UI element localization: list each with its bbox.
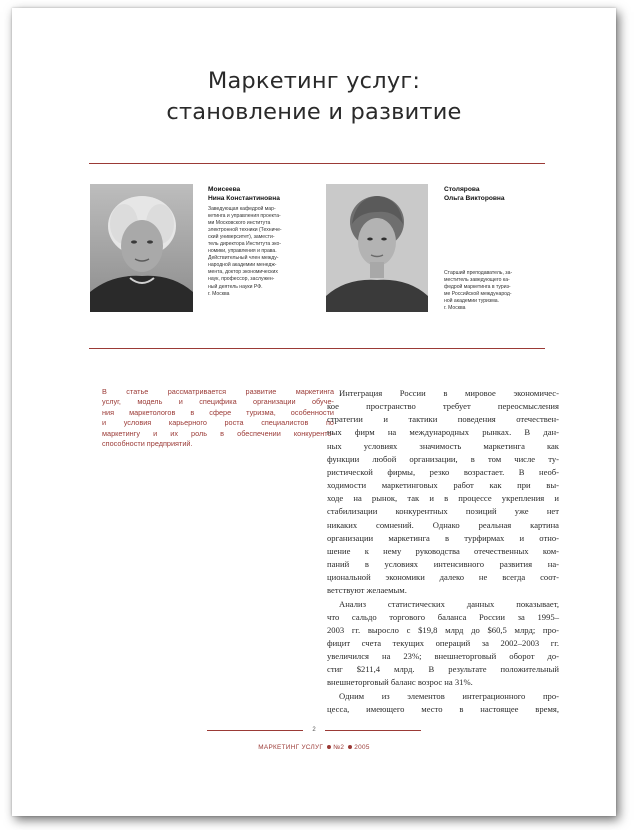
author-surname: Столярова xyxy=(444,186,480,193)
portrait-image xyxy=(90,184,193,312)
author-bio-stolyarova xyxy=(444,270,512,312)
bio-line: ме Российской международ- xyxy=(444,291,512,298)
abstract-line: ния маркетологов в сфере туризма, особенности xyxy=(102,407,334,417)
bio-line: номики, управления и права. xyxy=(208,248,277,255)
body-line: стратегии и тактики поведения отечествен- xyxy=(327,414,559,425)
body-line: фицит счета текущих операций за 2002–2003 гг. xyxy=(327,637,559,648)
abstract-line: маркетингу и их роль в обеспечении конкуренто- xyxy=(102,428,334,438)
bio-line: ный деятель науки РФ. xyxy=(208,283,263,290)
bio-line: тель директора Института эко- xyxy=(208,241,282,248)
body-line: никаких сомнений. Однако реальная картина xyxy=(327,519,559,530)
page-number: 2 xyxy=(312,727,316,733)
bio-line: Старший преподаватель, за- xyxy=(444,270,513,276)
title-line-1: Маркетинг услуг: xyxy=(207,68,421,94)
bio-line: Действительный член между- xyxy=(208,255,279,262)
journal-issue: №2 xyxy=(333,744,345,751)
bio-line: наук, профессор, заслужен- xyxy=(208,276,275,283)
bio-line: федрой маркетинга в туриз- xyxy=(444,284,511,291)
body-line: что сальдо торгового баланса России за 1995– xyxy=(327,611,559,622)
body-line: Одним из элементов интеграционного про- xyxy=(339,690,559,701)
article-title xyxy=(12,66,616,128)
title-line-2: становление и развитие xyxy=(166,99,462,125)
body-line: ходе на рынок, так и в процессе укрепления и xyxy=(327,493,559,504)
body-line: Интеграция России в мировое экономичес- xyxy=(339,388,559,398)
bio-line: ми Московского института xyxy=(208,220,271,227)
body-line: стабилизации конкурентных позиций уже нет xyxy=(327,506,559,517)
article-page xyxy=(12,8,616,816)
abstract-line: В статье рассматривается развитие маркетинга xyxy=(102,387,334,396)
article-body xyxy=(327,387,559,716)
body-line: циональной экономики далеко не всегда соот- xyxy=(327,572,559,583)
abstract-line: услуг, модель и специфика организации обуче- xyxy=(102,397,334,407)
body-line: кое пространство требует переосмысления xyxy=(327,401,559,412)
bio-line: меститель заведующего ка- xyxy=(444,277,510,284)
author-photo-moiseeva xyxy=(90,184,193,312)
bullet-dot-icon xyxy=(348,745,352,749)
footer-rule-right xyxy=(325,730,421,731)
bio-line: Заведующая кафедрой мар- xyxy=(208,206,276,212)
author-bio-moiseeva xyxy=(208,206,282,298)
portrait-image xyxy=(326,184,428,312)
body-line: увеличился на 23%; внешнеторговый оборот до- xyxy=(327,651,559,662)
bio-line: мента, доктор экономических xyxy=(208,269,278,276)
author-name-moiseeva xyxy=(208,185,320,203)
journal-footer xyxy=(12,744,616,751)
author-photo-stolyarova xyxy=(326,184,428,312)
body-line: Анализ статистических данных показывает, xyxy=(339,598,559,609)
body-line: стиг $211,4 млрд. В результате положительный xyxy=(327,664,559,675)
body-line: организации маркетинга в турфирмах и отно- xyxy=(327,532,559,543)
body-line: 2003 гг. выросло с $19,8 млрд до $60,5 млрд; про- xyxy=(327,624,559,635)
bio-line: ной академии туризма. xyxy=(444,298,499,305)
author-given-names: Ольга Викторовна xyxy=(444,195,505,202)
body-line: ристической фирмы, резко возрастает. В необ- xyxy=(327,466,559,477)
body-line: внешнеторговый баланс возрос на 31%. xyxy=(327,677,473,688)
body-line: паний в условиях интенсивного развития на- xyxy=(327,559,559,570)
bio-line: электронной техники (Техниче- xyxy=(208,227,282,234)
body-line: цесса, имеющего место в настоящее время, xyxy=(327,703,559,714)
body-line: ходимости маркетинговых работ как при вы- xyxy=(327,480,559,491)
article-abstract xyxy=(102,387,334,449)
author-name-stolyarova xyxy=(444,185,556,203)
journal-name: МАРКЕТИНГ УСЛУГ xyxy=(258,744,324,751)
bio-line: ский университет), замести- xyxy=(208,234,275,241)
abstract-line: и условия карьерного роста специалистов по xyxy=(102,418,334,428)
middle-divider xyxy=(89,348,545,349)
journal-year: 2005 xyxy=(354,744,370,751)
body-line: функции любой организации, в том числе ту- xyxy=(327,453,559,464)
body-line: ветствуют желаемым. xyxy=(327,585,407,596)
author-given-names: Нина Константиновна xyxy=(208,195,280,202)
bio-line: кетинга и управления проекта- xyxy=(208,213,281,220)
body-line: шение к нему руководства отечественных ком- xyxy=(327,545,559,556)
abstract-line: способности предприятий. xyxy=(102,439,193,449)
footer-rule-left xyxy=(207,730,303,731)
bio-line: г. Москва xyxy=(444,305,466,312)
bio-line: г. Москва xyxy=(208,290,230,297)
body-line: ных фирм на международных рынках. В дан- xyxy=(327,427,559,438)
author-surname: Моисеева xyxy=(208,186,241,193)
body-line: ных условиях значимость маркетинга как xyxy=(327,440,559,451)
bullet-dot-icon xyxy=(327,745,331,749)
bio-line: народной академии менедж- xyxy=(208,262,277,269)
top-divider xyxy=(89,163,545,164)
